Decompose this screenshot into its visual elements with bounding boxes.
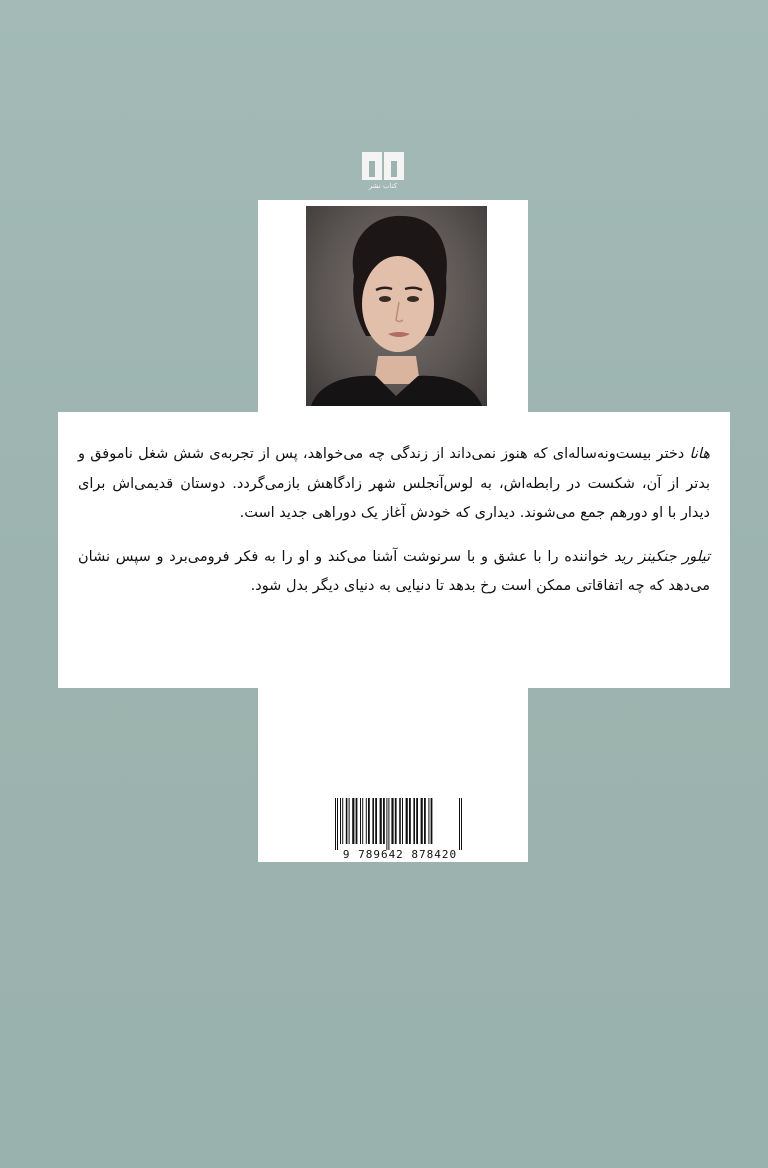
publisher-logo-mark (362, 152, 404, 180)
blurb-text (78, 440, 710, 616)
author-portrait-illustration (306, 206, 487, 406)
barcode-bar (360, 798, 361, 844)
logo-block-right (384, 152, 404, 180)
barcode-bar (386, 798, 387, 850)
barcode-bar (349, 798, 350, 844)
barcode-bar (342, 798, 343, 844)
blurb-paragraph-1-body: دختر بیست‌ونه‌ساله‌ای که هنوز نمی‌داند از زندگی چه می‌خواهد، پس از تجربه‌ی شش شغل ناموفق و بدتر از آن، شکست در رابطه‌اش، به لوس‌آنجلس شهر زادگاهش بازمی‌گردد. دوستان قدیمی‌اش برای دیدار با او دورهم جمع می‌شوند. دیداری که خودش آغاز یک دوراهی جدید است. (78, 446, 710, 521)
barcode-bar (402, 798, 403, 844)
barcode-bar (372, 798, 374, 844)
author-photo (306, 206, 487, 406)
barcode-bar (362, 798, 363, 844)
barcode-bar (424, 798, 426, 844)
barcode-bar (356, 798, 358, 844)
barcode-bar (388, 798, 389, 850)
barcode-bar (461, 798, 462, 850)
barcode-bar (366, 798, 367, 844)
barcode-bar (380, 798, 382, 844)
barcode-bar (421, 798, 423, 844)
logo-block-left (362, 152, 382, 180)
barcode-bar (368, 798, 370, 844)
barcode-bar (459, 798, 460, 850)
isbn-number: 9 789642 878420 (342, 848, 458, 861)
blurb-paragraph-2-body: خواننده را با عشق و با سرنوشت آشنا می‌کند و او را به فکر فرومی‌برد و سپس نشان می‌دهد که چه اتفاقاتی ممکن است رخ بدهد تا دنیایی به دنیای دیگر بدل شود. (78, 548, 710, 594)
barcode-bar (375, 798, 377, 844)
barcode-bar (428, 798, 429, 844)
barcode-bar (406, 798, 408, 844)
publisher-logo-caption: کتاب نشر (368, 182, 398, 190)
barcode-bar (337, 798, 338, 850)
heroine-name: هانا (689, 446, 710, 462)
barcode-bars (333, 798, 465, 850)
barcode-bar (413, 798, 415, 844)
barcode-bar (340, 798, 341, 844)
barcode-bar (409, 798, 411, 844)
blurb-paragraph-1 (78, 440, 710, 529)
barcode-bar (352, 798, 354, 844)
barcode-bar (399, 798, 401, 844)
barcode-bar (395, 798, 397, 844)
blurb-paragraph-2 (78, 543, 710, 602)
barcode-bar (391, 798, 393, 844)
barcode-bar (346, 798, 348, 844)
author-name: تیلور جنکینز رید (614, 548, 711, 565)
barcode-bar (383, 798, 385, 844)
barcode-bar (335, 798, 336, 850)
barcode-bar (431, 798, 433, 844)
barcode-bar (416, 798, 418, 844)
publisher-logo (362, 152, 404, 196)
barcode (333, 798, 465, 850)
